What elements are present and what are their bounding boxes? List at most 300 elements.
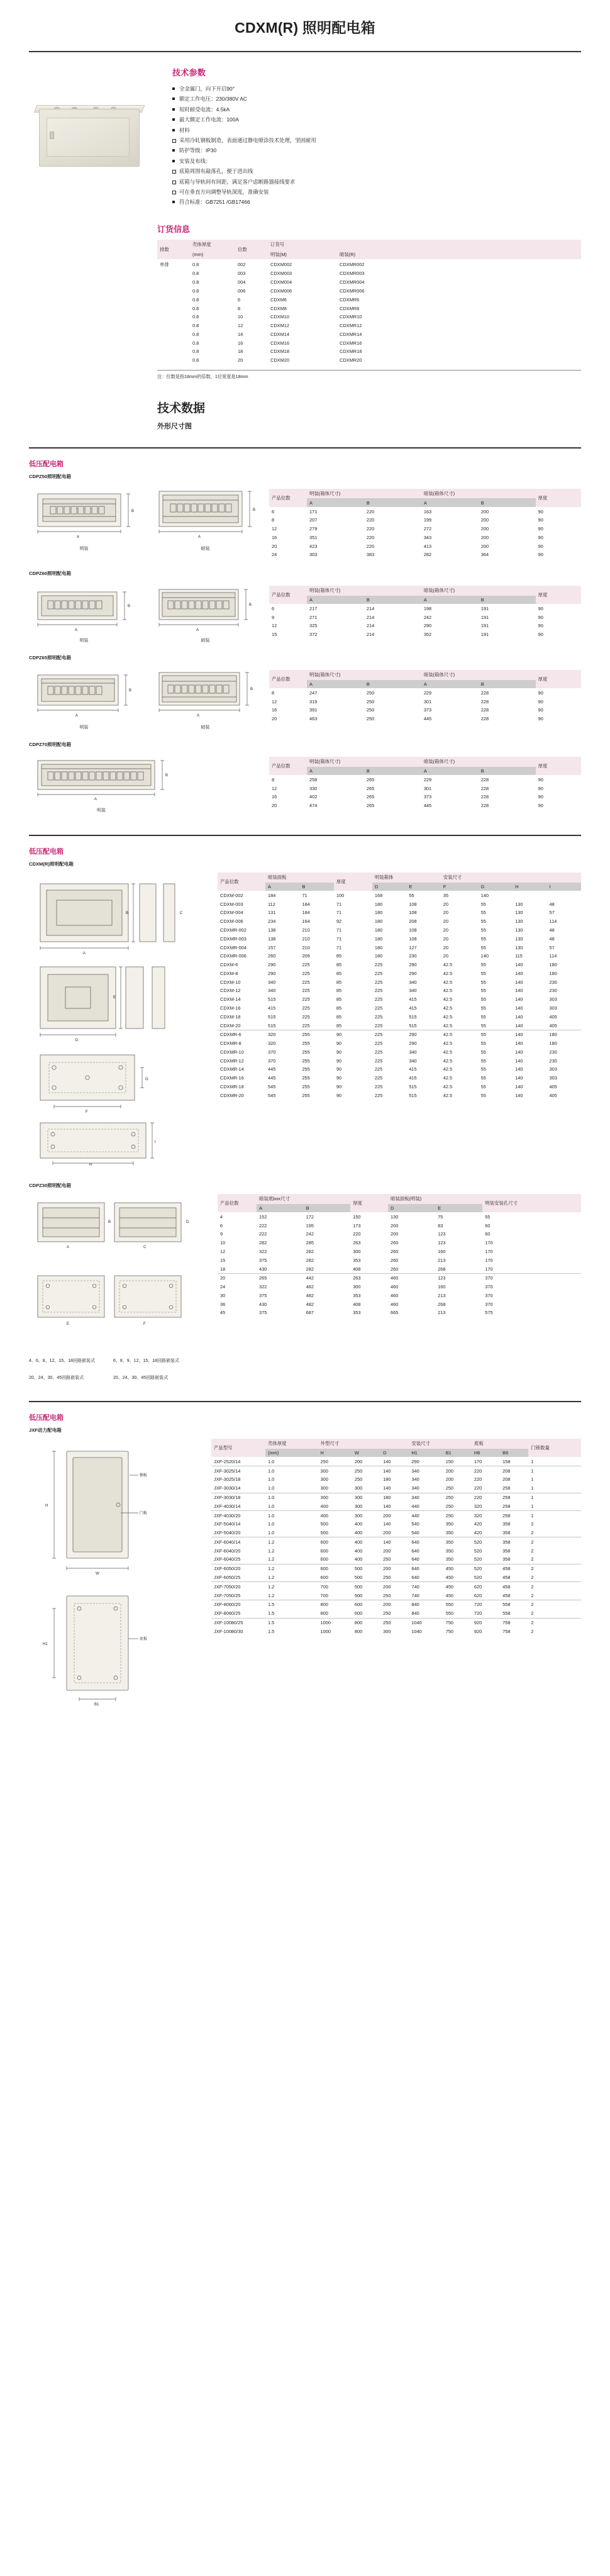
cell-w: 300 [352, 1511, 380, 1520]
cdpz60-title: CDPZ60照明配电箱 [29, 570, 72, 576]
cell-model: JXF-6050/20 [211, 1564, 265, 1573]
cell-thickness: 1.5 [268, 1610, 275, 1617]
cell-b: 225 [302, 979, 310, 985]
cell-h6: 520 [474, 1574, 482, 1580]
cell-model: JXF-10080/30 [214, 1628, 243, 1634]
cell-d: 225 [374, 1092, 383, 1098]
col-thickness-unit: (mm) [265, 1449, 318, 1458]
cell-lock: 2 [531, 1530, 534, 1536]
cell-model: CDXM-14 [220, 996, 241, 1003]
col-thickness: 厚度 [536, 489, 581, 508]
tech-data-subheading: 外形尺寸图 [157, 422, 192, 430]
cell-model: CDXM-002 [220, 892, 243, 898]
cell-model: JXF-3030/18 [211, 1493, 265, 1502]
cell-lock: 2 [531, 1574, 534, 1580]
cell-h1: 640 [411, 1574, 419, 1580]
cell-ways: 003 [238, 270, 246, 277]
cdpz60-block [0, 577, 610, 650]
cell-model: JXF-10080/25 [211, 1618, 265, 1627]
cell-h1: 290 [411, 1458, 419, 1464]
cell-b6: 758 [502, 1628, 511, 1634]
cell-lock: 1 [528, 1511, 581, 1520]
cell-h: 140 [515, 1022, 523, 1029]
cell-b1: 250 [443, 1493, 472, 1502]
cell-fa: 163 [423, 508, 432, 515]
cell-g: 55 [480, 1075, 486, 1081]
cell-d: 140 [380, 1466, 409, 1475]
cell-f: 42.5 [443, 996, 453, 1003]
cell-a: 184 [268, 892, 276, 898]
cell-ma: 217 [309, 605, 318, 611]
cell-h: 700 [318, 1582, 352, 1591]
svg-text:H: H [45, 1503, 48, 1508]
cell-flush: CDXMR10 [340, 314, 362, 320]
col-lock-count: 门锁数量 [528, 1439, 581, 1458]
tech-params-list [172, 84, 581, 208]
table-row [218, 952, 581, 961]
col-surface-dims: 明装(箱体尺寸) [307, 670, 421, 680]
table-row [211, 1511, 581, 1520]
table-row [218, 926, 581, 935]
cell-b6: 458 [500, 1582, 528, 1591]
col-thickness: 厚度 [536, 757, 581, 776]
table-row [218, 1247, 581, 1256]
cell-h: 140 [515, 1084, 523, 1090]
distribution-box-illustration [33, 99, 152, 173]
cell-c: 90 [538, 716, 543, 722]
cdxm-drawing-svg [29, 873, 205, 1168]
cell-f: 42.5 [443, 1005, 453, 1011]
cell-surface: CDXM002 [270, 261, 292, 267]
cell-b1: 450 [445, 1574, 454, 1580]
table-row [211, 1466, 581, 1475]
svg-text:B: B [250, 687, 253, 691]
cell-h1: 340 [409, 1466, 443, 1475]
cell-surface: CDXM8 [270, 305, 287, 311]
cell-e: 213 [438, 1257, 446, 1263]
cell-a: 157 [268, 944, 276, 951]
cell-i: 230 [549, 979, 557, 985]
table-head-row-1 [269, 757, 581, 767]
cell-h6: 420 [474, 1530, 482, 1536]
cell-i [547, 891, 581, 900]
cell-c: 90 [538, 632, 543, 638]
cell-ways: 45 [220, 1310, 226, 1316]
cell-g: 55 [479, 1030, 513, 1039]
cell-a: 112 [268, 901, 275, 907]
cell-b: 282 [306, 1248, 314, 1254]
cell-model: CDXM-6 [220, 962, 238, 968]
cdpz70-surface-drawing [29, 753, 174, 813]
cell-f: 20 [443, 953, 448, 959]
cell-g: 55 [480, 1057, 486, 1064]
table-row [269, 604, 581, 613]
cell-g: 55 [480, 979, 486, 985]
cell-ways: 8 [272, 776, 275, 783]
cell-d: 180 [374, 935, 383, 942]
cell-fa: 445 [423, 716, 432, 722]
col-d: D [372, 883, 406, 891]
cell-c: 90 [538, 707, 543, 713]
col-thickness-unit: (mm) [190, 249, 235, 259]
cell-fb: 191 [480, 605, 489, 611]
cell-f: 20 [443, 910, 448, 916]
cell-w: 800 [354, 1628, 363, 1634]
jxf-body [211, 1457, 581, 1636]
cell-mb: 220 [366, 526, 375, 532]
cell-e: 75 [438, 1213, 443, 1220]
cell-e: 160 [438, 1284, 446, 1290]
cell-thickness: 1.2 [268, 1547, 275, 1554]
table-row [269, 688, 581, 697]
cell-ma: 171 [309, 508, 318, 515]
cell-h6: 720 [472, 1600, 500, 1609]
cell-ma: 279 [309, 526, 318, 532]
cell-rows [157, 338, 190, 347]
table-row [157, 269, 581, 278]
cell-model: JXF-6040/20 [214, 1547, 241, 1554]
cell-d: 180 [374, 918, 383, 925]
box-door [47, 118, 130, 157]
cell-fb: 228 [480, 698, 489, 705]
cell-c: 90 [538, 794, 543, 800]
cell-f: 42.5 [443, 1084, 453, 1090]
table-row [211, 1573, 581, 1582]
cell-ways: 24 [220, 1284, 226, 1290]
cell-f: 575 [485, 1310, 493, 1316]
table-row [157, 321, 581, 330]
cell-h1: 640 [409, 1564, 443, 1573]
cell-h6: 720 [474, 1610, 482, 1617]
cell-b: 255 [302, 1057, 310, 1064]
cell-f: 42.5 [443, 988, 453, 994]
cell-fb: 200 [480, 526, 489, 532]
cell-b: 255 [302, 1049, 310, 1055]
cell-d: 225 [374, 1013, 383, 1020]
cell-h: 115 [515, 953, 523, 959]
cell-f: 170 [485, 1240, 493, 1246]
cell-w: 800 [352, 1618, 380, 1627]
cell-c: 90 [538, 698, 543, 705]
col-mb: B [364, 767, 421, 776]
cell-d: 225 [374, 1005, 383, 1011]
cell-g: 55 [480, 962, 486, 968]
cell-ways: 20 [218, 1273, 257, 1282]
cell-ways: 4 [220, 1213, 223, 1220]
cell-e: 208 [409, 918, 417, 925]
table-head-row-1 [269, 586, 581, 596]
table-row [211, 1609, 581, 1618]
cell-a: 222 [259, 1231, 267, 1237]
cell-i: 303 [549, 996, 557, 1003]
cell-ways: 6 [272, 508, 275, 515]
table-head-row-2 [269, 767, 581, 776]
page-title: CDXM(R) 照明配电箱 [235, 20, 375, 36]
spec-item: 防护等级：IP30 [172, 145, 581, 155]
cell-h: 600 [318, 1564, 352, 1573]
cell-thickness: 1.0 [268, 1503, 275, 1509]
cell-thickness: 1.2 [265, 1564, 318, 1573]
cell-model: JXF-6050/25 [214, 1574, 241, 1580]
table-row [269, 507, 581, 516]
cell-b: 225 [302, 962, 310, 968]
cell-b1: 450 [443, 1564, 472, 1573]
table-row [157, 304, 581, 313]
table-row [218, 1273, 581, 1282]
cell-g: 140 [480, 892, 489, 898]
cell-c: 85 [336, 1013, 342, 1020]
cell-thickness: 0.8 [192, 287, 199, 294]
cdpz60-drawings [29, 582, 262, 644]
table-row [211, 1591, 581, 1600]
cell-c: 90 [336, 1049, 342, 1055]
cdpz65-surface-drawing [29, 666, 139, 730]
col-mounting: 安装尺寸 [441, 873, 581, 883]
cell-c: 90 [538, 785, 543, 791]
col-flush: 暗装(R) [337, 249, 581, 259]
table-row [218, 1074, 581, 1083]
cell-h6: 320 [472, 1511, 500, 1520]
col-mb: B [364, 680, 421, 689]
cell-lock: 2 [528, 1582, 581, 1591]
cdpz30-table [218, 1194, 581, 1317]
cdpz70-surface-svg [29, 753, 174, 802]
table-head-row-2 [211, 1449, 581, 1458]
cell-w: 500 [354, 1592, 363, 1598]
cell-d: 180 [374, 953, 383, 959]
col-thickness: 厚度 [536, 586, 581, 605]
cell-fa: 199 [423, 517, 432, 523]
cdxm-drawings [29, 873, 211, 1171]
cell-a: 290 [268, 962, 276, 968]
col-h6: H6 [472, 1449, 500, 1458]
cell-b: 282 [306, 1266, 314, 1272]
cell-a: 260 [268, 953, 276, 959]
table-head [269, 757, 581, 776]
col-panel: 暗装面板(明装) [388, 1194, 482, 1204]
cell-ways: 30 [220, 1292, 226, 1298]
cell-h: 140 [515, 1049, 523, 1055]
cell-fb: 200 [480, 517, 489, 523]
cell-ma: 303 [309, 552, 318, 558]
svg-text:A: A [75, 628, 78, 632]
cell-a: 131 [268, 910, 276, 916]
cell-e: 515 [409, 1084, 417, 1090]
cell-model: JXF-5040/20 [214, 1530, 241, 1536]
cell-g: 55 [480, 910, 486, 916]
cell-c: 90 [538, 614, 543, 620]
cell-d: 140 [383, 1521, 391, 1527]
col-thickness: 厚度 [334, 873, 372, 891]
table-head-row-1 [269, 670, 581, 680]
cell-c: 85 [336, 996, 342, 1003]
table-row [218, 934, 581, 943]
cell-b: 255 [302, 1066, 310, 1073]
cell-surface: CDXM006 [270, 287, 292, 294]
cell-d: 250 [383, 1556, 391, 1563]
cell-c: 85 [336, 953, 342, 959]
cell-fb: 200 [480, 508, 489, 515]
cell-ways: 12 [272, 785, 277, 791]
cell-f: 42.5 [443, 1049, 453, 1055]
cdpz60-surface-svg [29, 582, 139, 632]
cell-g: 55 [480, 996, 486, 1003]
cell-i: 303 [549, 1075, 557, 1081]
svg-text:B: B [108, 1220, 111, 1224]
cell-w: 250 [352, 1466, 380, 1475]
cell-thickness: 0.8 [192, 261, 199, 267]
cell-d: 225 [374, 1084, 383, 1090]
cell-h: 700 [320, 1592, 328, 1598]
cell-ways: 10 [238, 314, 243, 320]
cell-w: 400 [352, 1537, 380, 1546]
cell-d: 140 [380, 1537, 409, 1546]
spec-item: 底箱与导轨间有间距，满足客户虑断路器接线要求 [172, 177, 581, 187]
table-row [218, 1308, 581, 1317]
cell-model: CDXM-12 [220, 988, 241, 994]
cell-surface: CDXM12 [270, 323, 289, 329]
cell-h6: 220 [472, 1493, 500, 1502]
col-fa: A [421, 767, 479, 776]
cell-w: 600 [354, 1610, 363, 1617]
cell-thickness: 1.5 [265, 1600, 318, 1609]
table-row [269, 775, 581, 784]
cell-fb: 228 [480, 707, 489, 713]
table-row [218, 891, 581, 900]
cell-c: 90 [538, 508, 543, 515]
cell-h: 140 [515, 962, 523, 968]
col-mb: B [364, 498, 421, 507]
table-row [269, 715, 581, 723]
cell-ways: 002 [238, 261, 246, 267]
cell-a: 375 [259, 1292, 267, 1298]
cell-fa: 373 [423, 794, 432, 800]
svg-text:I: I [155, 1140, 156, 1144]
cell-mb: 383 [366, 552, 375, 558]
col-bottom-plate: 底板 [472, 1439, 528, 1449]
cdpz70-table [269, 757, 581, 810]
cell-model: CDXMR-6 [218, 1030, 265, 1039]
col-model: 产品位数 [218, 873, 265, 891]
cell-a: 370 [268, 1049, 276, 1055]
cell-lock: 2 [528, 1618, 581, 1627]
band-title-2: 低压配电箱 [29, 847, 64, 856]
cell-f: 170 [485, 1266, 493, 1272]
table-head [269, 489, 581, 508]
cell-fb: 228 [480, 776, 489, 783]
cell-flush: CDXMR18 [340, 348, 362, 355]
cdpz30-title: CDPZ30照明配电箱 [29, 1182, 72, 1188]
cell-w: 200 [354, 1458, 363, 1464]
cell-f: 170 [485, 1257, 493, 1263]
cell-lock: 2 [531, 1547, 534, 1554]
cdpz65-drawing-pair [29, 666, 262, 730]
table-row [211, 1537, 581, 1546]
cell-thickness: 0.8 [192, 314, 199, 320]
cell-i: 230 [549, 1049, 557, 1055]
cell-fb: 191 [480, 614, 489, 620]
cell-i: 180 [547, 1030, 581, 1039]
cell-i: 180 [549, 1040, 557, 1047]
table-head-row-2 [157, 249, 581, 259]
cell-h: 300 [318, 1466, 352, 1475]
cell-b6: 208 [502, 1476, 511, 1483]
cell-e: 515 [409, 1022, 417, 1029]
cell-a: 265 [257, 1273, 304, 1282]
cell-a: 515 [268, 996, 276, 1003]
cdpz60-flush-svg [150, 582, 260, 632]
cdpz65-body [269, 688, 581, 723]
col-h: H [318, 1449, 352, 1458]
cell-a: 375 [259, 1310, 267, 1316]
cell-rows [157, 278, 190, 287]
cell-ways: 20 [272, 803, 277, 809]
cell-flush: CDXMR16 [340, 340, 362, 346]
cell-h6: 520 [474, 1547, 482, 1554]
svg-text:C: C [180, 911, 183, 915]
cell-model: JXF-3025/18 [214, 1476, 241, 1483]
cell-flush: CDXMR20 [340, 357, 362, 364]
cell-thickness: 0.8 [192, 348, 199, 355]
table-head [218, 1194, 581, 1213]
cell-a: 545 [268, 1084, 276, 1090]
cell-f: 42.5 [443, 1057, 453, 1064]
cell-e: 340 [409, 1057, 417, 1064]
cell-fb: 228 [480, 803, 489, 809]
cell-model: JXF-8060/20 [211, 1600, 265, 1609]
table-row [157, 287, 581, 296]
cdpz70-drawings [29, 753, 262, 813]
jxf-block [0, 1434, 610, 1725]
cell-mb: 214 [366, 605, 375, 611]
cell-rows [157, 269, 190, 278]
cell-f: 42.5 [441, 1030, 479, 1039]
cell-mb: 265 [366, 785, 375, 791]
cell-d: 225 [374, 970, 383, 976]
cdpz50-title: CDPZ50照明配电箱 [29, 473, 72, 479]
cell-g: 55 [480, 1005, 486, 1011]
cell-model: JXF-3025/14 [211, 1466, 265, 1475]
cell-surface: CDXM16 [270, 340, 289, 346]
cell-rows [157, 330, 190, 339]
col-model: 产品型号 [211, 1439, 265, 1458]
cell-h: 400 [318, 1511, 352, 1520]
table-row [211, 1546, 581, 1555]
cell-f: 42.5 [443, 979, 453, 985]
cell-mb: 250 [366, 698, 375, 705]
table-row [218, 1291, 581, 1300]
cdpz50-body [269, 507, 581, 559]
cell-fa: 272 [423, 526, 432, 532]
cell-fa: 343 [423, 534, 432, 540]
jxf-drawings [29, 1439, 205, 1712]
col-thickness: 厚度 [536, 670, 581, 689]
cell-b6: 158 [502, 1458, 511, 1464]
cell-lock: 2 [531, 1556, 534, 1563]
cell-mb: 220 [366, 508, 375, 515]
order-info-body [157, 259, 581, 364]
cell-b: 164 [302, 918, 310, 925]
col-fb: B [479, 596, 536, 605]
table-row [157, 356, 581, 365]
cell-c: 71 [336, 910, 342, 916]
cell-b1: 550 [443, 1600, 472, 1609]
cell-w: 500 [354, 1574, 363, 1580]
cell-ma: 247 [309, 689, 318, 696]
cell-h1: 740 [411, 1592, 419, 1598]
table-row [218, 1300, 581, 1308]
cell-e: 108 [409, 935, 417, 942]
